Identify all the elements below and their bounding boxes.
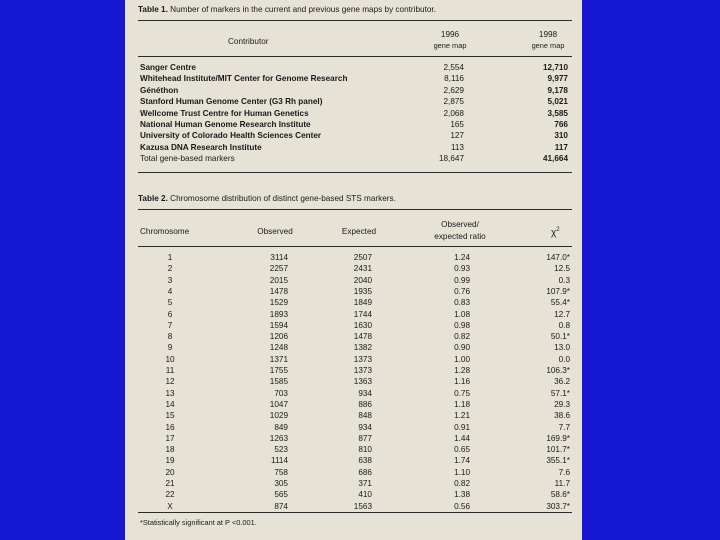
table1-cell-contributor: Kazusa DNA Research Institute bbox=[140, 142, 262, 152]
table2-cell-observed: 1263 bbox=[269, 433, 288, 443]
table1-cell-contributor: University of Colorado Health Sciences Center bbox=[140, 131, 322, 141]
table2-cell-observed: 1371 bbox=[269, 354, 288, 364]
table2-cell-chi-square: 11.7 bbox=[554, 479, 570, 488]
table2-cell-chi-square: 55.4* bbox=[550, 298, 570, 308]
table2-cell-ratio: 1.44 bbox=[454, 433, 470, 443]
table2-cell-expected: 848 bbox=[358, 411, 372, 421]
table2-header-ratio-line2: expected ratio bbox=[434, 232, 486, 241]
table2-header-expected: Expected bbox=[341, 227, 377, 236]
table2-cell-ratio: 0.83 bbox=[454, 298, 470, 308]
table2-cell-ratio: 1.10 bbox=[454, 467, 470, 477]
table1-cell-1998: 766 bbox=[554, 120, 568, 129]
table2-cell-chromosome: 20 bbox=[165, 467, 175, 477]
table2-cell-ratio: 1.28 bbox=[454, 366, 470, 375]
table2-cell-expected: 1849 bbox=[353, 298, 372, 308]
table1-cell-1996: 2,554 bbox=[443, 63, 464, 72]
table2-cell-observed: 1029 bbox=[269, 411, 288, 421]
table2-cell-ratio: 0.93 bbox=[454, 264, 470, 274]
table2-cell-expected: 1935 bbox=[353, 286, 372, 296]
table1-cell-contributor: Whitehead Institute/MIT Center for Genome Research bbox=[140, 74, 348, 84]
table2-cell-observed: 2257 bbox=[269, 264, 288, 274]
table1-cell-1996: 8,116 bbox=[444, 74, 464, 84]
table2-cell-chi-square: 355.1* bbox=[546, 456, 570, 466]
table2-cell-chi-square: 7.6 bbox=[558, 467, 570, 477]
table2-cell-chi-square: 0.3 bbox=[558, 275, 570, 285]
table2-cell-ratio: 1.08 bbox=[454, 309, 470, 319]
table2-cell-expected: 886 bbox=[358, 399, 372, 409]
table2-cell-ratio: 0.82 bbox=[454, 479, 470, 488]
table2-cell-expected: 686 bbox=[358, 467, 372, 477]
table1-cell-1998: 9,178 bbox=[547, 85, 568, 95]
table1-cell-1996: 127 bbox=[450, 131, 464, 141]
table2-cell-observed: 758 bbox=[274, 467, 288, 477]
chi-symbol: χ bbox=[551, 227, 557, 239]
table2-cell-observed: 1893 bbox=[269, 309, 288, 319]
table1-cell-contributor: Sanger Centre bbox=[140, 63, 196, 72]
table2-cell-chromosome: 13 bbox=[165, 388, 175, 398]
table1-header-1996-line1: 1996 bbox=[440, 30, 460, 39]
table2-cell-chromosome: 18 bbox=[165, 445, 175, 455]
table2-cell-expected: 1744 bbox=[353, 309, 372, 319]
table1-title: Number of markers in the current and previous gene maps by contributor. bbox=[170, 5, 436, 14]
table2-cell-observed: 1478 bbox=[269, 286, 288, 296]
table2-cell-chromosome: 6 bbox=[167, 309, 173, 319]
table2-cell-observed: 874 bbox=[274, 501, 288, 511]
table2-cell-observed: 3114 bbox=[270, 253, 288, 262]
table2-caption bbox=[138, 195, 396, 203]
table2-cell-chromosome: 21 bbox=[165, 479, 175, 488]
table2-cell-chromosome: 16 bbox=[165, 422, 175, 432]
table2-cell-chi-square: 12.7 bbox=[554, 309, 570, 319]
table2-cell-chromosome: 7 bbox=[167, 320, 173, 330]
table2-cell-expected: 638 bbox=[358, 456, 372, 466]
table2-cell-chromosome: 10 bbox=[165, 354, 175, 364]
table2-cell-expected: 934 bbox=[358, 388, 372, 398]
table1-cell-1998: 3,585 bbox=[547, 108, 568, 118]
table1-cell-contributor: Wellcome Trust Centre for Human Genetics bbox=[140, 108, 309, 118]
table2-cell-observed: 1206 bbox=[269, 332, 288, 342]
table2-cell-expected: 810 bbox=[358, 445, 372, 455]
table2-label: Table 2. bbox=[138, 194, 168, 203]
table2-header-chi-square bbox=[551, 227, 560, 238]
table2-cell-chi-square: 106.3* bbox=[546, 366, 570, 375]
table2-cell-chi-square: 7.7 bbox=[558, 422, 570, 432]
table2-cell-chi-square: 36.2 bbox=[554, 377, 570, 387]
table1-cell-contributor: Généthon bbox=[140, 85, 179, 95]
table1-cell-1998: 9,977 bbox=[547, 74, 568, 84]
table1-cell-1998: 12,710 bbox=[542, 63, 568, 72]
table2-cell-observed: 305 bbox=[274, 479, 288, 488]
table2-cell-ratio: 0.98 bbox=[454, 320, 470, 330]
table2-cell-chromosome: 22 bbox=[165, 490, 175, 500]
table2-cell-chromosome: 14 bbox=[165, 399, 175, 409]
table2-cell-ratio: 1.16 bbox=[454, 377, 470, 387]
table2-cell-observed: 1755 bbox=[269, 366, 288, 375]
table1-bottom-rule bbox=[138, 172, 572, 173]
table2-title: Chromosome distribution of distinct gene-based STS markers. bbox=[170, 194, 396, 203]
table2-cell-expected: 410 bbox=[358, 490, 372, 500]
table2-cell-expected: 1478 bbox=[353, 332, 372, 342]
table1-cell-1996: 2,875 bbox=[443, 97, 464, 107]
table1-cell-1996: 18,647 bbox=[438, 154, 464, 164]
table2-cell-chromosome: 5 bbox=[167, 298, 173, 308]
table2-cell-chi-square: 101.7* bbox=[546, 445, 570, 455]
table1-label: Table 1. bbox=[138, 5, 168, 14]
table2-cell-ratio: 1.74 bbox=[454, 456, 470, 466]
table2-cell-ratio: 1.00 bbox=[454, 354, 470, 364]
chi-superscript: 2 bbox=[556, 227, 560, 233]
table2-cell-chromosome: X bbox=[167, 501, 173, 511]
table1-cell-1998: 5,021 bbox=[547, 97, 568, 107]
table2-cell-ratio: 0.76 bbox=[454, 286, 470, 296]
table2-cell-expected: 371 bbox=[358, 479, 372, 488]
table1-caption bbox=[138, 6, 436, 14]
table2-header-chromosome: Chromosome bbox=[140, 227, 190, 236]
table2-header-observed: Observed bbox=[257, 227, 293, 236]
table2-cell-chi-square: 29.3 bbox=[554, 399, 570, 409]
table1-cell-contributor: National Human Genome Research Institute bbox=[140, 120, 311, 129]
table2-cell-chi-square: 169.9* bbox=[546, 433, 570, 443]
table2-top-rule bbox=[138, 209, 572, 210]
table1-cell-1996: 2,629 bbox=[443, 85, 464, 95]
table1-cell-1996: 165 bbox=[450, 120, 464, 129]
table2-cell-observed: 1248 bbox=[269, 343, 288, 353]
table1-cell-1996: 113 bbox=[450, 142, 464, 152]
table2-cell-ratio: 0.91 bbox=[454, 422, 470, 432]
table2-cell-observed: 523 bbox=[274, 445, 288, 455]
table2-cell-chromosome: 2 bbox=[167, 264, 173, 274]
table1-cell-1998: 310 bbox=[554, 131, 568, 141]
table2-cell-chromosome: 9 bbox=[167, 343, 173, 353]
table1-header-1998-line2: gene map bbox=[531, 41, 565, 50]
table1-cell-1998: 41,664 bbox=[542, 154, 568, 164]
table2-cell-observed: 703 bbox=[274, 388, 288, 398]
table2-cell-expected: 1363 bbox=[353, 377, 372, 387]
table2-cell-chi-square: 38.6 bbox=[554, 411, 570, 421]
table2-cell-ratio: 1.38 bbox=[454, 490, 470, 500]
table2-cell-chromosome: 4 bbox=[167, 286, 173, 296]
document-page bbox=[125, 0, 582, 540]
table2-cell-expected: 2040 bbox=[353, 275, 372, 285]
table2-cell-observed: 1047 bbox=[269, 399, 288, 409]
table2-cell-ratio: 0.65 bbox=[454, 445, 470, 455]
table2-cell-observed: 2015 bbox=[269, 275, 288, 285]
table1-cell-1998: 117 bbox=[554, 142, 568, 152]
table1-cell-contributor: Stanford Human Genome Center (G3 Rh panel) bbox=[140, 97, 323, 107]
table2-header-ratio-line1: Observed/ bbox=[441, 220, 479, 229]
table2-cell-chromosome: 11 bbox=[165, 366, 175, 375]
table2-cell-chi-square: 303.7* bbox=[546, 501, 570, 511]
table2-cell-chromosome: 1 bbox=[167, 253, 173, 262]
table2-cell-chromosome: 17 bbox=[165, 433, 175, 443]
table2-cell-chromosome: 15 bbox=[165, 411, 175, 421]
table2-cell-ratio: 1.21 bbox=[454, 411, 470, 421]
table2-cell-chi-square: 58.6* bbox=[550, 490, 570, 500]
table2-cell-observed: 565 bbox=[274, 490, 288, 500]
table2-cell-ratio: 0.56 bbox=[454, 501, 470, 511]
table2-cell-chromosome: 3 bbox=[167, 275, 173, 285]
table1-cell-contributor: Total gene-based markers bbox=[140, 154, 235, 164]
table2-cell-observed: 1585 bbox=[269, 377, 288, 387]
table2-cell-ratio: 1.24 bbox=[454, 253, 470, 262]
table2-cell-expected: 2507 bbox=[353, 253, 372, 262]
table2-cell-expected: 877 bbox=[358, 433, 372, 443]
table2-cell-chi-square: 50.1* bbox=[550, 332, 570, 342]
table2-cell-chromosome: 19 bbox=[165, 456, 175, 466]
table2-cell-chromosome: 12 bbox=[165, 377, 175, 387]
table1-header-contributor: Contributor bbox=[228, 37, 269, 46]
table2-cell-ratio: 0.90 bbox=[454, 343, 470, 353]
table2-cell-observed: 1594 bbox=[269, 320, 288, 330]
table2-cell-expected: 1382 bbox=[353, 343, 372, 353]
table1-header-1996-line2: gene map bbox=[433, 41, 467, 50]
table2-footnote: *Statistically significant at P <0.001. bbox=[140, 518, 257, 527]
table2-cell-expected: 2431 bbox=[353, 264, 372, 274]
table1-cell-1996: 2,068 bbox=[443, 108, 464, 118]
table2-cell-chi-square: 0.8 bbox=[558, 320, 570, 330]
table2-cell-ratio: 1.18 bbox=[454, 399, 470, 409]
table2-cell-chi-square: 13.0 bbox=[554, 343, 570, 353]
table2-cell-chi-square: 0.0 bbox=[558, 354, 570, 364]
table2-cell-chi-square: 107.9* bbox=[546, 286, 570, 296]
table2-cell-chi-square: 57.1* bbox=[550, 388, 570, 398]
table1-header-rule bbox=[138, 56, 572, 57]
table2-header-rule bbox=[138, 246, 572, 247]
table2-cell-ratio: 0.99 bbox=[454, 275, 470, 285]
table2-cell-expected: 1373 bbox=[353, 366, 372, 375]
table2-cell-ratio: 0.82 bbox=[454, 332, 470, 342]
table2-cell-expected: 1373 bbox=[353, 354, 372, 364]
table2-cell-ratio: 0.75 bbox=[454, 388, 470, 398]
table2-cell-chi-square: 12.5 bbox=[554, 264, 570, 274]
table2-cell-observed: 849 bbox=[274, 422, 288, 432]
table1-top-rule bbox=[138, 20, 572, 21]
table2-cell-observed: 1114 bbox=[271, 456, 288, 466]
table2-cell-chi-square: 147.0* bbox=[546, 253, 570, 262]
table2-cell-chromosome: 8 bbox=[167, 332, 173, 342]
table2-cell-expected: 1563 bbox=[353, 501, 372, 511]
table2-cell-observed: 1529 bbox=[269, 298, 288, 308]
table1-header-1998-line1: 1998 bbox=[538, 30, 558, 39]
table2-cell-expected: 934 bbox=[358, 422, 372, 432]
table2-bottom-rule bbox=[138, 512, 572, 513]
table2-cell-expected: 1630 bbox=[353, 320, 372, 330]
